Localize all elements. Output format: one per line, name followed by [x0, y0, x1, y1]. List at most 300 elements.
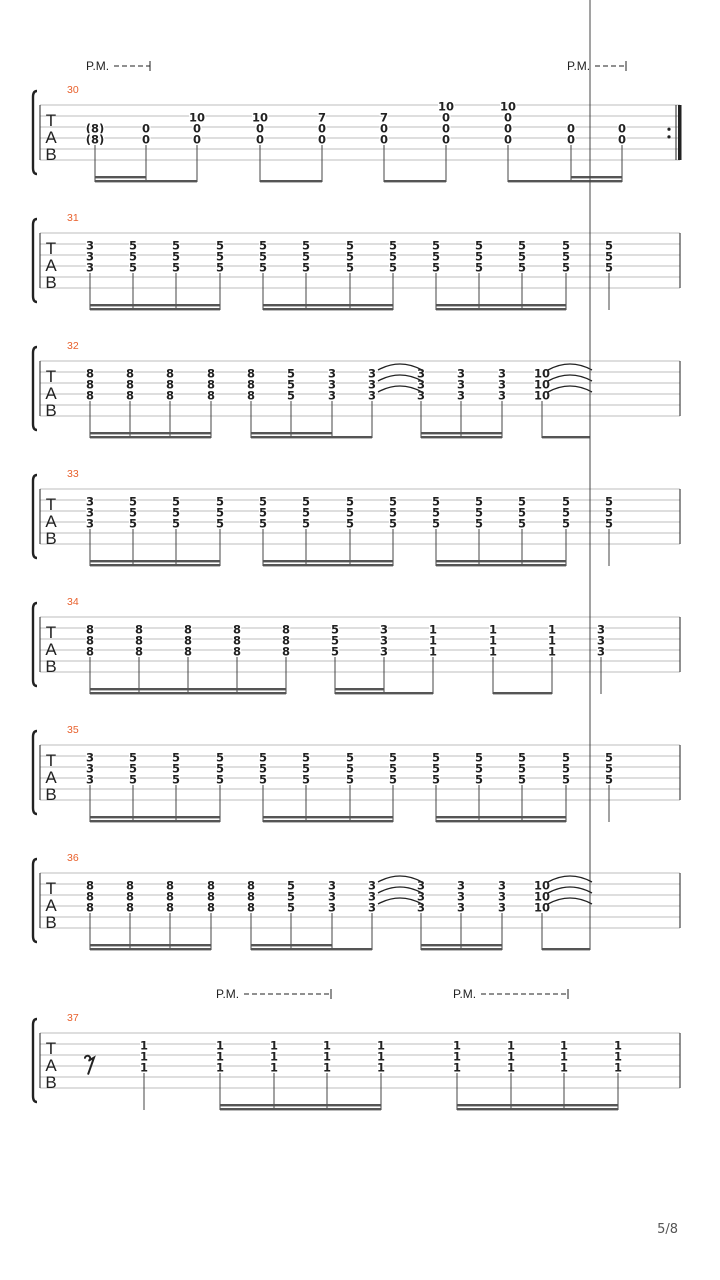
fret-number: 8 [125, 366, 135, 381]
fret-number: 5 [388, 772, 398, 787]
fret-number: 10 [437, 99, 455, 114]
fret-number: 1 [613, 1049, 623, 1064]
fret-number: 5 [171, 750, 181, 765]
fret-number: 5 [258, 505, 268, 520]
fret-number: 1 [376, 1049, 386, 1064]
fret-number: 3 [85, 505, 95, 520]
beam [542, 948, 590, 950]
tab-clef-letter: A [45, 256, 57, 275]
beam [220, 1104, 381, 1106]
system-bracket [33, 347, 37, 430]
fret-number: 5 [474, 494, 484, 509]
fret-number: 5 [517, 516, 527, 531]
fret-number: 8 [165, 900, 175, 915]
fret-number: 5 [171, 516, 181, 531]
fret-number: 8 [206, 388, 216, 403]
fret-number: 0 [566, 121, 576, 136]
fret-number: 5 [286, 889, 296, 904]
measure-number: 36 [67, 852, 79, 864]
fret-number: 5 [301, 238, 311, 253]
tie-arc [548, 898, 592, 904]
beam [90, 564, 220, 566]
tab-clef-letter: T [45, 878, 57, 898]
fret-number: 3 [416, 889, 426, 904]
fret-number: 3 [416, 878, 426, 893]
fret-number: 5 [171, 761, 181, 776]
beam [146, 180, 197, 182]
fret-number: 8 [125, 889, 135, 904]
fret-number: 1 [452, 1049, 462, 1064]
fret-number: 5 [561, 249, 571, 264]
beam [508, 180, 571, 182]
repeat-thick-line [678, 105, 682, 160]
fret-number: 5 [517, 750, 527, 765]
fret-number: 3 [327, 889, 337, 904]
fret-number: 0 [192, 121, 202, 136]
fret-number: (8) [85, 121, 105, 136]
beam [263, 308, 393, 310]
fret-number: 3 [456, 366, 466, 381]
tab-clef-letter: A [45, 768, 57, 787]
fret-number: 1 [215, 1049, 225, 1064]
fret-number: 5 [561, 494, 571, 509]
fret-number: 10 [533, 889, 551, 904]
fret-number: 3 [327, 388, 337, 403]
fret-number: 1 [559, 1049, 569, 1064]
tab-clef-letter: B [45, 529, 57, 549]
tab-clef-letter: B [45, 1073, 57, 1093]
fret-number: 5 [128, 494, 138, 509]
fret-number: 8 [85, 633, 95, 648]
beam [260, 180, 322, 182]
fret-number: 5 [388, 761, 398, 776]
fret-number: 8 [246, 900, 256, 915]
fret-number: 3 [367, 900, 377, 915]
fret-number: 5 [258, 761, 268, 776]
system-bracket [33, 219, 37, 302]
fret-number: 8 [206, 878, 216, 893]
fret-number: 8 [125, 377, 135, 392]
fret-number: 8 [85, 878, 95, 893]
beam [263, 560, 393, 562]
fret-number: 5 [561, 505, 571, 520]
fret-number: 3 [379, 644, 389, 659]
fret-number: 3 [596, 644, 606, 659]
tab-clef-letter: B [45, 913, 57, 933]
tab-clef-letter: T [45, 750, 57, 770]
fret-number: 5 [345, 750, 355, 765]
tie-arc [378, 375, 422, 381]
beam [251, 948, 332, 950]
tie-arc [548, 364, 592, 370]
fret-number: 1 [428, 622, 438, 637]
fret-number: 5 [517, 238, 527, 253]
fret-number: 5 [431, 260, 441, 275]
beam [263, 816, 393, 818]
fret-number: 8 [165, 366, 175, 381]
fret-number: 1 [428, 644, 438, 659]
fret-number: 5 [215, 260, 225, 275]
tab-clef-letter: B [45, 273, 57, 293]
fret-number: 0 [379, 121, 389, 136]
fret-number: 8 [85, 889, 95, 904]
tab-clef-letter: A [45, 640, 57, 659]
tie-arc [548, 887, 592, 893]
fret-number: 5 [604, 505, 614, 520]
fret-number: 5 [474, 750, 484, 765]
measure-number: 30 [67, 84, 79, 96]
tab-clef-letter: T [45, 366, 57, 386]
fret-number: 0 [503, 121, 513, 136]
fret-number: 5 [128, 516, 138, 531]
fret-number: 5 [286, 388, 296, 403]
fret-number: 5 [345, 238, 355, 253]
tab-clef-letter: T [45, 622, 57, 642]
fret-number: 3 [456, 889, 466, 904]
fret-number: 8 [246, 377, 256, 392]
fret-number: 5 [474, 761, 484, 776]
system-bracket [33, 91, 37, 174]
fret-number: 5 [345, 772, 355, 787]
fret-number: 8 [206, 366, 216, 381]
fret-number: 5 [286, 377, 296, 392]
fret-number: 5 [171, 772, 181, 787]
fret-number: 5 [258, 516, 268, 531]
beam [436, 560, 566, 562]
fret-number: 5 [561, 260, 571, 275]
fret-number: 8 [246, 366, 256, 381]
palm-mute-label: P.M. [453, 987, 477, 1001]
fret-number: 3 [497, 900, 507, 915]
fret-number: 8 [134, 622, 144, 637]
fret-number: 0 [441, 110, 451, 125]
fret-number: 5 [431, 249, 441, 264]
fret-number: 0 [255, 121, 265, 136]
fret-number: 1 [613, 1038, 623, 1053]
beam [90, 948, 211, 950]
fret-number: 3 [416, 900, 426, 915]
fret-number: 8 [206, 900, 216, 915]
fret-number: 5 [301, 505, 311, 520]
beam [384, 180, 446, 182]
fret-number: 5 [474, 505, 484, 520]
fret-number: 3 [85, 494, 95, 509]
fret-number: 5 [474, 238, 484, 253]
fret-number: 3 [327, 366, 337, 381]
fret-number: 0 [441, 121, 451, 136]
beam [384, 692, 433, 694]
fret-number: 5 [215, 750, 225, 765]
fret-number: 5 [604, 761, 614, 776]
fret-number: 1 [269, 1038, 279, 1053]
fret-number: 5 [215, 772, 225, 787]
tie-arc [378, 887, 422, 893]
fret-number: 1 [269, 1049, 279, 1064]
fret-number: 5 [604, 772, 614, 787]
fret-number: 10 [533, 900, 551, 915]
fret-number: 8 [232, 622, 242, 637]
fret-number: 3 [85, 761, 95, 776]
fret-number: 5 [561, 761, 571, 776]
fret-number: 5 [388, 260, 398, 275]
fret-number: 5 [604, 249, 614, 264]
fret-number: 5 [258, 249, 268, 264]
tie-arc [378, 876, 422, 882]
tie-arc [378, 364, 422, 370]
fret-number: 5 [258, 772, 268, 787]
fret-number: 5 [431, 494, 441, 509]
fret-number: 8 [183, 633, 193, 648]
measure-number: 35 [67, 724, 79, 736]
fret-number: 5 [431, 505, 441, 520]
fret-number: 5 [474, 260, 484, 275]
fret-number: 3 [456, 878, 466, 893]
fret-number: 5 [604, 260, 614, 275]
fret-number: 1 [452, 1060, 462, 1075]
fret-number: 0 [503, 110, 513, 125]
beam [95, 176, 146, 178]
tab-system [33, 59, 682, 182]
fret-number: 0 [379, 132, 389, 147]
fret-number: 1 [452, 1038, 462, 1053]
fret-number: 3 [456, 377, 466, 392]
fret-number: 8 [165, 388, 175, 403]
fret-number: 5 [388, 516, 398, 531]
tab-clef-letter: A [45, 1056, 57, 1075]
fret-number: 8 [246, 878, 256, 893]
tab-system [33, 212, 680, 310]
fret-number: 0 [503, 132, 513, 147]
beam [457, 1104, 618, 1106]
fret-number: 1 [139, 1060, 149, 1075]
fret-number: 1 [506, 1038, 516, 1053]
fret-number: 5 [604, 238, 614, 253]
tab-clef-letter: T [45, 1038, 57, 1058]
fret-number: 5 [345, 516, 355, 531]
tie-arc [378, 898, 422, 904]
beam [571, 180, 622, 182]
fret-number: 1 [559, 1038, 569, 1053]
fret-number: 5 [330, 633, 340, 648]
fret-number: 5 [561, 238, 571, 253]
fret-number: 5 [345, 249, 355, 264]
beam [436, 308, 566, 310]
fret-number: 1 [376, 1060, 386, 1075]
beam [90, 432, 211, 434]
fret-number: 1 [376, 1038, 386, 1053]
fret-number: 10 [499, 99, 517, 114]
fret-number: 1 [488, 644, 498, 659]
beam [90, 560, 220, 562]
fret-number: 10 [188, 110, 206, 125]
tie-arc [548, 386, 592, 392]
fret-number: 5 [330, 644, 340, 659]
fret-number: 5 [286, 900, 296, 915]
fret-number: 0 [441, 132, 451, 147]
fret-number: 5 [561, 772, 571, 787]
fret-number: 8 [125, 388, 135, 403]
repeat-dot [667, 135, 670, 138]
fret-number: 5 [258, 494, 268, 509]
beam [95, 180, 146, 182]
fret-number: 1 [139, 1038, 149, 1053]
fret-number: 8 [183, 644, 193, 659]
fret-number: 8 [85, 900, 95, 915]
fret-number: 5 [215, 249, 225, 264]
fret-number: 8 [165, 377, 175, 392]
fret-number: 1 [547, 644, 557, 659]
fret-number: 5 [128, 772, 138, 787]
fret-number: 8 [85, 644, 95, 659]
tab-clef-letter: T [45, 494, 57, 514]
fret-number: 5 [301, 260, 311, 275]
fret-number: 7 [317, 110, 327, 125]
tab-clef-letter: A [45, 896, 57, 915]
system-bracket [33, 731, 37, 814]
tab-clef-letter: T [45, 238, 57, 258]
fret-number: 8 [232, 633, 242, 648]
fret-number: 5 [128, 238, 138, 253]
fret-number: 10 [533, 388, 551, 403]
fret-number: 1 [506, 1060, 516, 1075]
fret-number: 10 [251, 110, 269, 125]
fret-number: 5 [171, 260, 181, 275]
fret-number: 5 [604, 750, 614, 765]
fret-number: 1 [139, 1049, 149, 1064]
beam [493, 692, 552, 694]
tie-arc [548, 375, 592, 381]
fret-number: 3 [327, 878, 337, 893]
beam [251, 944, 332, 946]
fret-number: 5 [301, 494, 311, 509]
fret-number: 3 [497, 878, 507, 893]
fret-number: 3 [497, 388, 507, 403]
fret-number: 3 [456, 900, 466, 915]
fret-number: 5 [388, 249, 398, 264]
beam [335, 688, 384, 690]
palm-mute-label: P.M. [86, 59, 110, 73]
fret-number: 3 [596, 633, 606, 648]
fret-number: 3 [367, 889, 377, 904]
fret-number: 8 [134, 644, 144, 659]
fret-number: 5 [215, 238, 225, 253]
fret-number: 0 [617, 121, 627, 136]
fret-number: 1 [547, 633, 557, 648]
fret-number: 5 [215, 505, 225, 520]
system-bracket [33, 1019, 37, 1102]
fret-number: 10 [533, 366, 551, 381]
fret-number: 8 [125, 878, 135, 893]
fret-number: 10 [533, 878, 551, 893]
fret-number: 3 [379, 633, 389, 648]
system-bracket [33, 475, 37, 558]
fret-number: 3 [85, 750, 95, 765]
fret-number: 8 [125, 900, 135, 915]
fret-number: 5 [171, 494, 181, 509]
fret-number: 5 [128, 260, 138, 275]
fret-number: 5 [604, 494, 614, 509]
fret-number: 8 [206, 377, 216, 392]
fret-number: 5 [517, 772, 527, 787]
beam [421, 432, 502, 434]
fret-number: 5 [301, 772, 311, 787]
fret-number: 0 [317, 121, 327, 136]
palm-mute-label: P.M. [216, 987, 240, 1001]
fret-number: 5 [517, 249, 527, 264]
fret-number: 5 [215, 494, 225, 509]
fret-number: 8 [85, 366, 95, 381]
fret-number: 5 [388, 238, 398, 253]
fret-number: 5 [431, 238, 441, 253]
fret-number: 5 [301, 516, 311, 531]
fret-number: 1 [488, 633, 498, 648]
fret-number: 1 [215, 1060, 225, 1075]
fret-number: 3 [497, 889, 507, 904]
fret-number: 5 [345, 761, 355, 776]
fret-number: 3 [85, 238, 95, 253]
fret-number: 5 [431, 761, 441, 776]
beam [220, 1108, 381, 1110]
tab-system [33, 987, 680, 1110]
fret-number: 5 [431, 772, 441, 787]
fret-number: 8 [165, 889, 175, 904]
beam [90, 944, 211, 946]
fret-number: 5 [517, 505, 527, 520]
tab-clef-letter: B [45, 785, 57, 805]
fret-number: 5 [171, 505, 181, 520]
fret-number: 8 [134, 633, 144, 648]
measure-number: 32 [67, 340, 79, 352]
fret-number: 5 [215, 761, 225, 776]
fret-number: 0 [141, 132, 151, 147]
fret-number: 8 [281, 644, 291, 659]
fret-number: 5 [128, 750, 138, 765]
measure-number: 34 [67, 596, 79, 608]
measure-number: 31 [67, 212, 79, 224]
fret-number: 1 [506, 1049, 516, 1064]
fret-number: 8 [85, 377, 95, 392]
repeat-dot [667, 128, 670, 131]
tie-arc [378, 386, 422, 392]
fret-number: 8 [246, 388, 256, 403]
fret-number: 5 [215, 516, 225, 531]
beam [436, 304, 566, 306]
fret-number: 8 [206, 889, 216, 904]
fret-number: 3 [416, 377, 426, 392]
tab-system [33, 468, 680, 566]
palm-mute-label: P.M. [567, 59, 591, 73]
fret-number: 0 [566, 132, 576, 147]
fret-number: 5 [345, 260, 355, 275]
system-bracket [33, 859, 37, 942]
tie-arc [548, 876, 592, 882]
tab-clef-letter: A [45, 512, 57, 531]
beam [263, 564, 393, 566]
fret-number: 3 [367, 377, 377, 392]
fret-number: 8 [232, 644, 242, 659]
fret-number: 5 [258, 750, 268, 765]
beam [90, 308, 220, 310]
beam [436, 816, 566, 818]
fret-number: 1 [322, 1060, 332, 1075]
fret-number: 5 [345, 505, 355, 520]
beam [90, 692, 286, 694]
beam [90, 820, 220, 822]
fret-number: (8) [85, 132, 105, 147]
fret-number: 5 [474, 772, 484, 787]
fret-number: 5 [128, 761, 138, 776]
fret-number: 3 [416, 366, 426, 381]
